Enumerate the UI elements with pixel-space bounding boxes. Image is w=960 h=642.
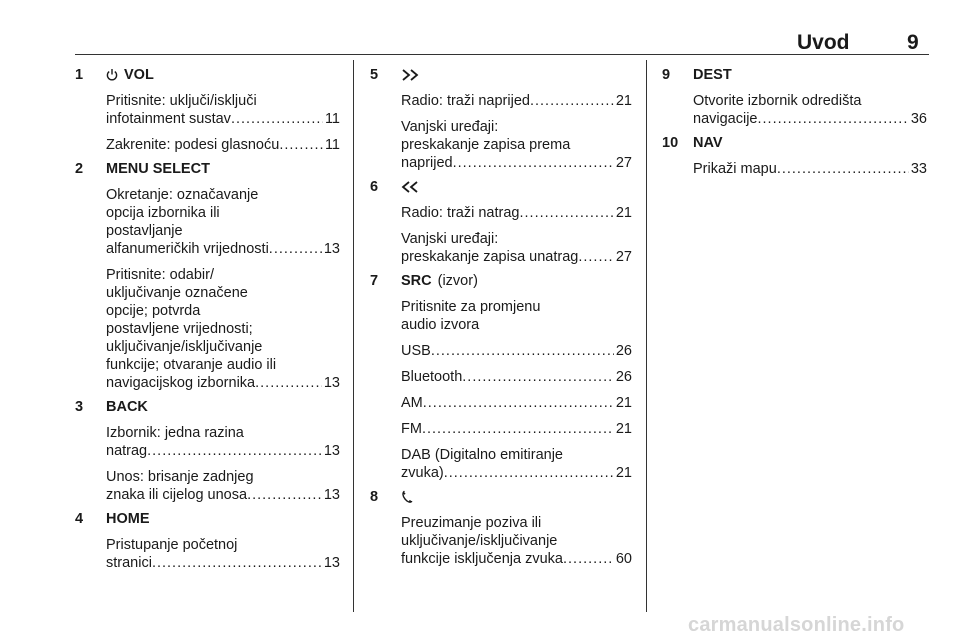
page-title: Uvod — [797, 31, 850, 54]
description-line: uključivanje/isključivanje — [106, 339, 263, 355]
reference-line — [401, 394, 632, 412]
reference-text: infotainment sustav — [106, 111, 231, 127]
description-item — [106, 92, 340, 128]
page-reference: 11 — [324, 137, 340, 153]
control-entry — [75, 160, 340, 392]
reference-text: AM — [401, 395, 423, 411]
description-item — [106, 186, 340, 258]
control-subtitle: (izvor) — [437, 273, 478, 289]
reference-line — [401, 420, 632, 438]
control-title-row — [106, 510, 340, 528]
dot-leader — [423, 394, 614, 412]
dot-leader — [422, 420, 614, 438]
reference-line — [106, 442, 340, 460]
description-line: preskakanje zapisa prema — [401, 137, 571, 153]
control-name: DEST — [693, 67, 732, 83]
control-title-row — [401, 272, 632, 290]
control-number: 10 — [662, 135, 679, 151]
dot-leader — [578, 248, 614, 266]
column-1 — [75, 66, 340, 572]
description-item — [693, 92, 927, 128]
page-reference: 21 — [615, 205, 632, 221]
control-number: 3 — [75, 399, 84, 415]
reference-text: naprijed — [401, 155, 453, 171]
reference-text: Radio: traži naprijed — [401, 93, 530, 109]
control-title-row — [106, 66, 340, 84]
dot-leader — [777, 160, 909, 178]
control-entry — [75, 510, 340, 572]
description-line: DAB (Digitalno emitiranje — [401, 447, 563, 463]
description-item — [401, 204, 632, 222]
description-line: Pritisnite za promjenu — [401, 299, 541, 315]
dot-leader — [563, 550, 614, 568]
control-entry — [370, 488, 632, 568]
page-reference: 21 — [615, 395, 632, 411]
reference-text: funkcije isključenja zvuka — [401, 551, 563, 567]
reference-text: navigacije — [693, 111, 758, 127]
page-reference: 21 — [615, 465, 632, 481]
description-line: postavljanje — [106, 223, 183, 239]
control-name: NAV — [693, 135, 723, 151]
description-line: uključivanje označene — [106, 285, 248, 301]
control-entry — [75, 66, 340, 154]
description-line: uključivanje/isključivanje — [401, 533, 558, 549]
description-line: Otvorite izbornik odredišta — [693, 93, 862, 109]
control-number: 7 — [370, 273, 379, 289]
page-reference: 11 — [324, 111, 340, 127]
description-line: Preuzimanje poziva ili — [401, 515, 542, 531]
description-item — [106, 468, 340, 504]
control-name: MENU SELECT — [106, 161, 210, 177]
control-title-row — [693, 134, 927, 152]
reference-line — [401, 92, 632, 110]
seek-back-icon — [401, 181, 421, 193]
reference-text: Radio: traži natrag — [401, 205, 520, 221]
description-line: postavljene vrijednosti; — [106, 321, 253, 337]
control-number: 1 — [75, 67, 84, 83]
dot-leader — [279, 136, 323, 154]
control-entry — [75, 398, 340, 504]
reference-text: navigacijskog izbornika — [106, 375, 256, 391]
dot-leader — [453, 154, 614, 172]
reference-text: znaka ili cijelog unosa — [106, 487, 248, 503]
phone-icon — [401, 490, 413, 504]
reference-line — [401, 368, 632, 386]
page-reference: 27 — [615, 155, 632, 171]
control-name: SRC — [401, 273, 432, 289]
column-divider — [353, 60, 354, 612]
seek-forward-icon — [401, 69, 421, 81]
control-number: 8 — [370, 489, 379, 505]
header-rule — [75, 54, 929, 55]
control-number: 6 — [370, 179, 379, 195]
dot-leader — [269, 240, 322, 258]
dot-leader — [231, 110, 323, 128]
control-title-row — [106, 160, 340, 178]
description-item — [401, 118, 632, 172]
description-item — [401, 92, 632, 110]
description-line: Okretanje: označavanje — [106, 187, 259, 203]
control-entry — [662, 66, 927, 128]
description-line: Pritisnite: uključi/isključi — [106, 93, 257, 109]
reference-line — [693, 110, 927, 128]
column-divider — [646, 60, 647, 612]
reference-line — [401, 154, 632, 172]
column-2 — [370, 66, 632, 568]
reference-text: Bluetooth — [401, 369, 463, 385]
description-line: Vanjski uređaji: — [401, 119, 499, 135]
power-icon — [106, 68, 118, 82]
reference-line — [106, 110, 340, 128]
control-title-row — [693, 66, 927, 84]
control-title-row — [106, 398, 340, 416]
dot-leader — [255, 374, 322, 392]
page-reference: 13 — [323, 443, 340, 459]
control-entry — [370, 272, 632, 482]
page-header — [0, 0, 960, 52]
reference-line — [401, 550, 632, 568]
control-title-row — [401, 178, 632, 196]
page-reference: 36 — [910, 111, 927, 127]
control-number: 2 — [75, 161, 84, 177]
page-reference: 13 — [323, 375, 340, 391]
description-line: opcije; potvrda — [106, 303, 201, 319]
description-item — [106, 266, 340, 392]
watermark: carmanualsonline.info — [688, 614, 905, 636]
page-reference: 33 — [910, 161, 927, 177]
control-title-row — [401, 488, 632, 506]
page-reference: 27 — [615, 249, 632, 265]
reference-line — [693, 160, 927, 178]
description-line: Pristupanje početnoj — [106, 537, 238, 553]
column-3 — [662, 66, 927, 178]
dot-leader — [758, 110, 909, 128]
description-item — [401, 230, 632, 266]
page-reference: 13 — [323, 487, 340, 503]
reference-text: USB — [401, 343, 431, 359]
dot-leader — [444, 464, 614, 482]
page-reference: 13 — [323, 555, 340, 571]
description-item — [401, 446, 632, 482]
description-item — [401, 420, 632, 438]
description-item — [401, 298, 632, 334]
dot-leader — [519, 204, 613, 222]
control-name: VOL — [124, 67, 154, 83]
reference-text: natrag — [106, 443, 148, 459]
description-item — [401, 368, 632, 386]
reference-text: zvuka) — [401, 465, 444, 481]
reference-line — [401, 248, 632, 266]
description-item — [106, 136, 340, 154]
control-name: BACK — [106, 399, 148, 415]
reference-text: alfanumeričkih vrijednosti — [106, 241, 269, 257]
reference-text: Prikaži mapu — [693, 161, 777, 177]
description-item — [401, 514, 632, 568]
description-line: audio izvora — [401, 317, 480, 333]
description-line: funkcije; otvaranje audio ili — [106, 357, 277, 373]
description-line: opcija izbornika ili — [106, 205, 220, 221]
description-line: Pritisnite: odabir/ — [106, 267, 214, 283]
reference-text: preskakanje zapisa unatrag — [401, 249, 579, 265]
control-number: 9 — [662, 67, 671, 83]
reference-line — [401, 204, 632, 222]
reference-line — [106, 486, 340, 504]
control-number: 4 — [75, 511, 84, 527]
description-item — [106, 424, 340, 460]
dot-leader — [147, 442, 322, 460]
reference-text: Zakrenite: podesi glasnoću — [106, 137, 280, 153]
page-reference: 26 — [615, 369, 632, 385]
dot-leader — [530, 92, 614, 110]
description-item — [401, 394, 632, 412]
page-reference: 60 — [615, 551, 632, 567]
control-title-row — [401, 66, 632, 84]
page-reference: 21 — [615, 421, 632, 437]
dot-leader — [152, 554, 322, 572]
reference-text: stranici — [106, 555, 152, 571]
reference-line — [401, 342, 632, 360]
control-entry — [370, 178, 632, 266]
description-line: Izbornik: jedna razina — [106, 425, 244, 441]
control-name: HOME — [106, 511, 150, 527]
description-line: Unos: brisanje zadnjeg — [106, 469, 254, 485]
reference-line — [106, 554, 340, 572]
dot-leader — [247, 486, 322, 504]
control-entry — [662, 134, 927, 178]
page-reference: 26 — [615, 343, 632, 359]
dot-leader — [431, 342, 614, 360]
description-item — [106, 536, 340, 572]
reference-text: FM — [401, 421, 422, 437]
reference-line — [106, 136, 340, 154]
reference-line — [106, 374, 340, 392]
description-item — [693, 160, 927, 178]
reference-line — [106, 240, 340, 258]
page-number: 9 — [907, 31, 919, 54]
control-entry — [370, 66, 632, 172]
description-line: Vanjski uređaji: — [401, 231, 499, 247]
dot-leader — [462, 368, 614, 386]
page-reference: 21 — [615, 93, 632, 109]
page-reference: 13 — [323, 241, 340, 257]
control-number: 5 — [370, 67, 379, 83]
reference-line — [401, 464, 632, 482]
description-item — [401, 342, 632, 360]
